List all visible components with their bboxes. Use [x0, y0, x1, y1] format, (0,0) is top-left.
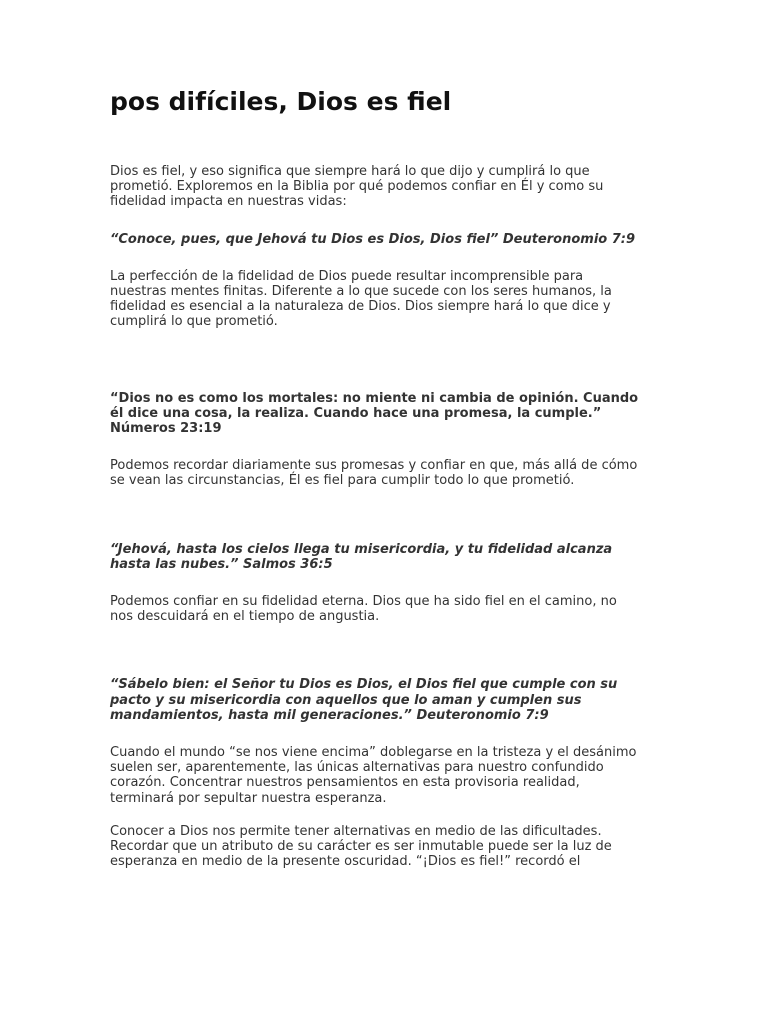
paragraph-promesas: Podemos recordar diariamente sus promesas y confiar en que, más allá de cómo se vean las circunstancias, Él es fiel para cumplir todo lo que prometió.: [110, 458, 638, 489]
paragraph-fidelidad-eterna: Podemos confiar en su fidelidad eterna. Dios que ha sido fiel en el camino, no nos descuidará en el tiempo de angustia.: [110, 594, 617, 625]
bible-quote-salmos: “Jehová, hasta los cielos llega tu misericordia, y tu fidelidad alcanza hasta las nubes.” Salmos 36:5: [110, 541, 613, 572]
paragraph-conocer-dios: Conocer a Dios nos permite tener alternativas en medio de las dificultades. Recordar que un atributo de su carácter es ser inmutable puede ser la luz de esperanza en medio de la presente oscuridad. “¡Dios es fiel!” recordó el: [110, 823, 612, 870]
document-page: [110, 86, 640, 869]
bible-quote-numeros: “Dios no es como los mortales: no miente ni cambia de opinión. Cuando él dice una cosa, la realiza. Cuando hace una promesa, la cumple.” Números 23:19: [110, 390, 639, 437]
document-title: pos difíciles, Dios es fiel: [110, 87, 452, 116]
bible-quote-deuteronomio: “Conoce, pues, que Jehová tu Dios es Dios, Dios fiel” Deuteronomio 7:9: [110, 231, 636, 247]
bible-quote-deuteronomio-pacto: “Sábelo bien: el Señor tu Dios es Dios, el Dios fiel que cumple con su pacto y su misericordia con aquellos que lo aman y cumplen sus mandamientos, hasta mil generaciones.” Deuteronomio 7:9: [110, 677, 618, 723]
paragraph-perfeccion: La perfección de la fidelidad de Dios puede resultar incomprensible para nuestras mentes finitas. Diferente a lo que sucede con los seres humanos, la fidelidad es esencial a la naturaleza de Dios. Dios siempre hará lo que dice y cumplirá lo que prometió.: [110, 268, 612, 330]
paragraph-mundo: Cuando el mundo “se nos viene encima” doblegarse en la tristeza y el desánimo suelen ser, aparentemente, las únicas alternativas para nuestro confundido corazón. Concentrar nuestros pensamientos en esta provisoria realidad, terminará por sepultar nuestra esperanza.: [110, 745, 637, 806]
paragraph-intro: Dios es fiel, y eso significa que siempre hará lo que dijo y cumplirá lo que prometió. Exploremos en la Biblia por qué podemos confiar en Él y como su fidelidad impacta en nuestras vidas:: [110, 164, 604, 210]
